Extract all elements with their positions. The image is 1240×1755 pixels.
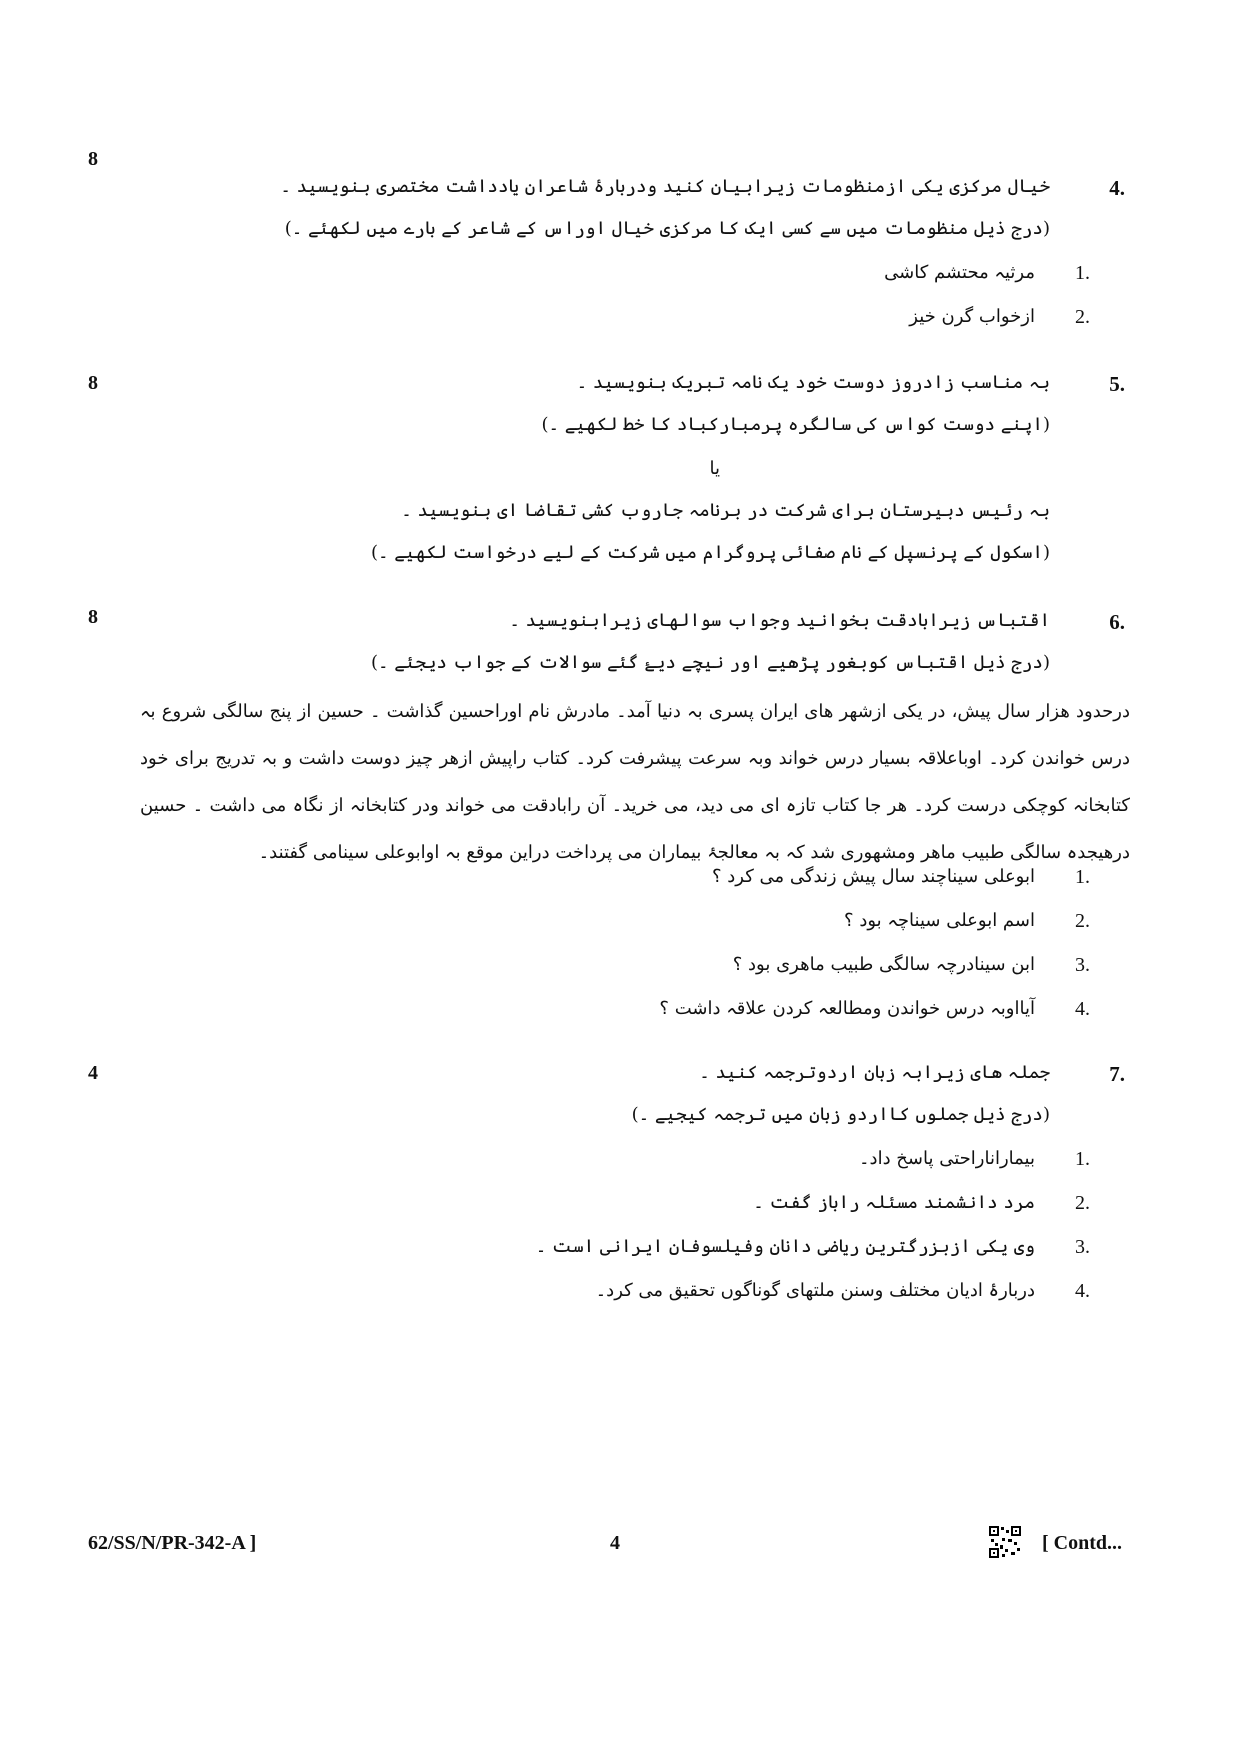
q6-question-text: ابن سینادرچہ سالگی طبیب ماهری بود ؟ (732, 954, 1035, 975)
q4-translation: (درج ذیل منظومات میں سے کسی ایک کا مرکزی خیال اوراس کے شاعر کے بارے میں لکھئے ۔) (284, 218, 1050, 239)
q6-question-text: اسم ابوعلی سیناچہ بود ؟ (844, 910, 1035, 931)
q4-number: 4. (1109, 176, 1125, 200)
continued-label: [ Contd... (1042, 1532, 1123, 1554)
q7-marks: 4 (88, 1062, 98, 1084)
q7-item-text: بیماراناراحتی پاسخ داد۔ (859, 1148, 1035, 1169)
q7-item-text: دربارۂ ادیان مختلف وسنن ملتهای گوناگوں تحقیق می کرد۔ (595, 1280, 1035, 1301)
q6-instruction: اقتباس زیرابادقت بخوانید وجواب سوالهای زیرابنویسید ۔ (509, 610, 1050, 631)
q5-marks: 8 (88, 372, 98, 394)
q5-instruction: بہ مناسب زادروز دوست خود یک نامہ تبریک بنویسید ۔ (576, 372, 1050, 393)
q4-item-number: 2. (1075, 306, 1090, 328)
q5-number: 5. (1109, 372, 1125, 396)
q6-question-number: 1. (1075, 866, 1090, 888)
q6-marks: 8 (88, 606, 98, 628)
q6-question-number: 3. (1075, 954, 1090, 976)
q5-alt-instruction: بہ رئیس دبیرستان برای شرکت در برنامہ جاروب کشی تقاضا ای بنویسید ۔ (401, 500, 1050, 521)
q4-item-text: مرثیہ محتشم کاشی (884, 262, 1035, 283)
q4-item-text: ازخواب گرن خیز (909, 306, 1035, 327)
q4-instruction: خیال مرکزی یکی ازمنظومات زیرابیان کنید ودربارۂ شاعران یادداشت مختصری بنویسید ۔ (280, 176, 1050, 197)
paper-code: 62/SS/N/PR-342-A ] (88, 1532, 257, 1554)
q7-item-number: 2. (1075, 1192, 1090, 1214)
q4-item-number: 1. (1075, 262, 1090, 284)
q7-item-text: وی یکی ازبزرگترین ریاضی دانان وفیلسوفان ایرانی است ۔ (535, 1236, 1035, 1257)
q6-number: 6. (1109, 610, 1125, 634)
q7-item-number: 4. (1075, 1280, 1090, 1302)
q6-question-number: 4. (1075, 998, 1090, 1020)
q5-translation: (اپنے دوست کواس کی سالگرہ پرمبارکباد کا خط لکھیے ۔) (541, 414, 1050, 435)
q7-item-text: مرد دانشمند مسئلہ راباز گفت ۔ (753, 1192, 1035, 1213)
q6-question-text: آیااوبہ درس خواندن ومطالعہ کردن علاقہ داشت ؟ (659, 998, 1035, 1019)
q5-alt-translation: (اسکول کے پرنسپل کے نام صفائی پروگرام میں شرکت کے لیے درخواست لکھیے ۔) (370, 542, 1050, 563)
q7-item-number: 3. (1075, 1236, 1090, 1258)
q7-translation: (درج ذیل جملوں کااردو زبان میں ترجمہ کیجیے ۔) (631, 1104, 1050, 1125)
q7-item-number: 1. (1075, 1148, 1090, 1170)
q5-or-separator: یا (709, 458, 720, 479)
q7-instruction: جملہ های زیرابہ زبان اردوترجمہ کنید ۔ (699, 1062, 1050, 1083)
q6-translation: (درج ذیل اقتباس کوبغور پڑھیے اور نیچے دیۓ گئے سوالات کے جواب دیجئے ۔) (370, 652, 1050, 673)
q4-marks: 8 (88, 148, 98, 170)
page-number: 4 (610, 1532, 620, 1554)
q6-passage: درحدود هزار سال پیش، در یکی ازشهر های ایران پسری بہ دنیا آمد۔ مادرش نام اوراحسین گذاشت ۔ حسین از پنج سالگی شروع بہ درس خواندن کرد۔ اوباعلاقہ بسیار درس خواند وبہ سرعت پیشرفت کرد۔ کتاب راپیش ازهر چیز دوست داشت و بہ تدریج برای خود کتابخانہ کوچکی درست کرد۔ هر جا کتاب تازہ ای می دید، می خرید۔ آن رابادقت می خواند ودر کتابخانہ از نگاہ می داشت ۔ حسین درهیجدہ سالگی طبیب ماهر ومشهوری شد کہ بہ معالجۂ بیماران می پرداخت دراین موقع بہ اوابوعلی سینامی گفتند۔ (140, 701, 1130, 863)
q6-question-number: 2. (1075, 910, 1090, 932)
q7-number: 7. (1109, 1062, 1125, 1086)
q6-question-text: ابوعلی سیناچند سال پیش زندگی می کرد ؟ (712, 866, 1035, 887)
qr-code-icon (988, 1525, 1022, 1559)
